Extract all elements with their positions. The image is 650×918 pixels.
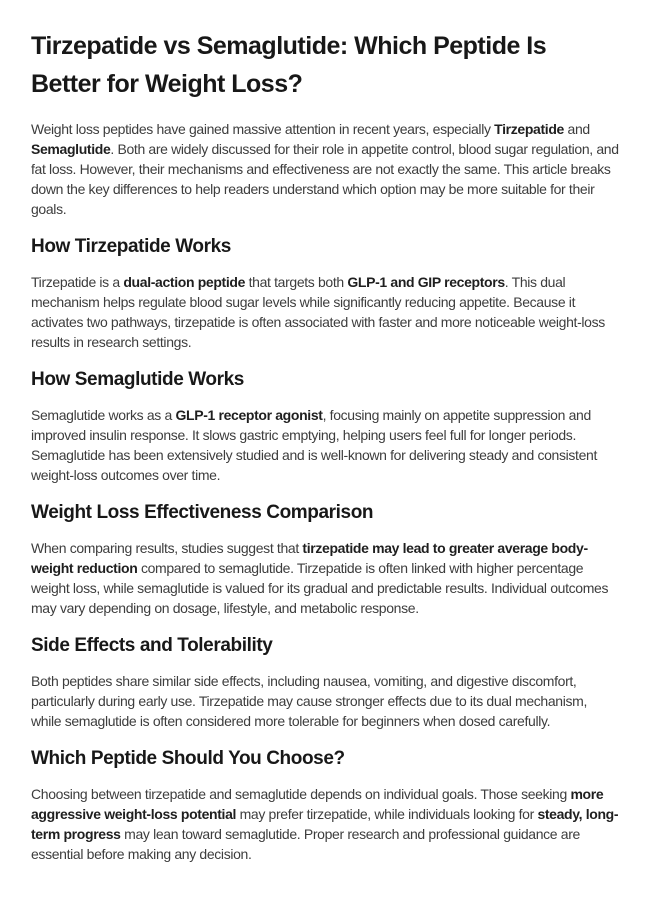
section-how-tirzepatide-works [31, 234, 619, 352]
intro-paragraph: Weight loss peptides have gained massive attention in recent years, especially Tirzepatide and Semaglutide. Both are widely discussed for their role in appetite control, blood sugar regulation, and fat loss. However, their mechanisms and effectiveness are not exactly the same. This article breaks down the key differences to help readers understand which option may be more suitable for their goals. [31, 121, 619, 217]
paragraph-how-tirzepatide-works: Tirzepatide is a dual-action peptide that targets both GLP-1 and GIP receptors. This dual mechanism helps regulate blood sugar levels while significantly reducing appetite. Because it activates two pathways, tirzepatide is often associated with faster and more noticeable weight-loss results in research settings. [31, 274, 605, 350]
section-heading-which-peptide-to-choose: Which Peptide Should You Choose? [31, 748, 345, 769]
section-side-effects [31, 633, 619, 731]
section-heading-how-semaglutide-works: How Semaglutide Works [31, 369, 244, 390]
paragraph-side-effects: Both peptides share similar side effects, including nausea, vomiting, and digestive discomfort, particularly during early use. Tirzepatide may cause stronger effects due to its dual mechanism, while semaglutide is often considered more tolerable for beginners when dosed carefully. [31, 673, 587, 729]
section-heading-side-effects: Side Effects and Tolerability [31, 635, 273, 656]
paragraph-which-peptide-to-choose: Choosing between tirzepatide and semaglutide depends on individual goals. Those seeking more aggressive weight-loss potential may prefer tirzepatide, while individuals looking for steady, long-term progress may lean toward semaglutide. Proper research and professional guidance are essential before making any decision. [31, 786, 619, 862]
paragraph-how-semaglutide-works: Semaglutide works as a GLP-1 receptor agonist, focusing mainly on appetite suppression and improved insulin response. It slows gastric emptying, helping users feel full for longer periods. Semaglutide has been extensively studied and is well-known for delivering steady and consistent weight-loss outcomes over time. [31, 407, 597, 483]
section-heading-effectiveness-comparison: Weight Loss Effectiveness Comparison [31, 502, 374, 523]
paragraph-effectiveness-comparison: When comparing results, studies suggest that tirzepatide may lead to greater average body-weight reduction compared to semaglutide. Tirzepatide is often linked with higher percentage weight loss, while semaglutide is valued for its gradual and predictable results. Individual outcomes may vary depending on dosage, lifestyle, and metabolic response. [31, 540, 609, 616]
section-which-peptide-to-choose [31, 746, 619, 864]
section-heading-how-tirzepatide-works: How Tirzepatide Works [31, 236, 231, 257]
page-title: Tirzepatide vs Semaglutide: Which Peptide Is Better for Weight Loss? [31, 32, 547, 98]
section-effectiveness-comparison [31, 500, 619, 618]
section-how-semaglutide-works [31, 367, 619, 485]
